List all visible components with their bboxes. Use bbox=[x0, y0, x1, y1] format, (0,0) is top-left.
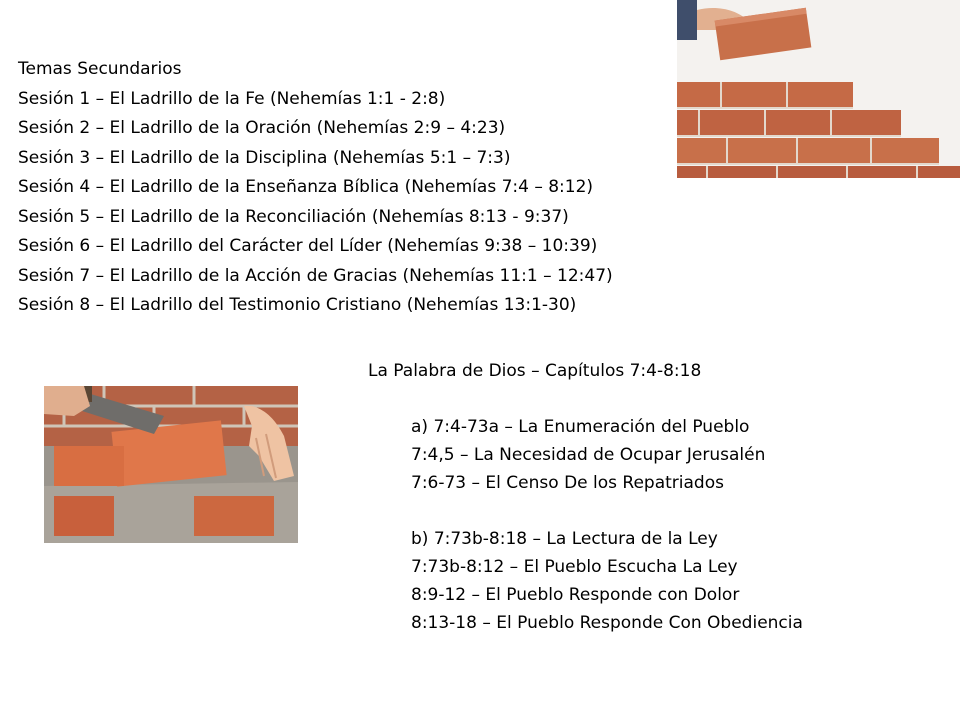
session-item: Sesión 6 – El Ladrillo del Carácter del Líder (Nehemías 9:38 – 10:39) bbox=[18, 236, 598, 256]
session-item: Sesión 2 – El Ladrillo de la Oración (Nehemías 2:9 – 4:23) bbox=[18, 118, 506, 138]
section-a-title: a) 7:4-73a – La Enumeración del Pueblo bbox=[411, 417, 750, 437]
section-a-item: 7:4,5 – La Necesidad de Ocupar Jerusalén bbox=[411, 445, 766, 465]
topics-heading: Temas Secundarios bbox=[18, 59, 182, 79]
section-b-item: 8:13-18 – El Pueblo Responde Con Obediencia bbox=[411, 613, 803, 633]
session-item: Sesión 4 – El Ladrillo de la Enseñanza Bíblica (Nehemías 7:4 – 8:12) bbox=[18, 177, 594, 197]
word-heading: La Palabra de Dios – Capítulos 7:4-8:18 bbox=[368, 361, 702, 381]
brick-stair-photo bbox=[677, 0, 960, 178]
bricklaying-image bbox=[44, 386, 298, 543]
section-a-item: 7:6-73 – El Censo De los Repatriados bbox=[411, 473, 724, 493]
secondary-topics bbox=[18, 55, 698, 321]
word-of-god-section bbox=[368, 357, 803, 637]
bricklaying-photo bbox=[44, 386, 298, 543]
session-item: Sesión 8 – El Ladrillo del Testimonio Cristiano (Nehemías 13:1-30) bbox=[18, 295, 577, 315]
section-b-item: 7:73b-8:12 – El Pueblo Escucha La Ley bbox=[411, 557, 738, 577]
session-item: Sesión 5 – El Ladrillo de la Reconciliación (Nehemías 8:13 - 9:37) bbox=[18, 206, 569, 227]
section-b-item: 8:9-12 – El Pueblo Responde con Dolor bbox=[411, 585, 740, 605]
section-b-title: b) 7:73b-8:18 – La Lectura de la Ley bbox=[411, 529, 718, 549]
session-item: Sesión 1 – El Ladrillo de la Fe (Nehemías 1:1 - 2:8) bbox=[18, 88, 446, 109]
session-item: Sesión 7 – El Ladrillo de la Acción de Gracias (Nehemías 11:1 – 12:47) bbox=[18, 265, 613, 286]
brick-stair-image bbox=[677, 0, 960, 178]
session-item: Sesión 3 – El Ladrillo de la Disciplina (Nehemías 5:1 – 7:3) bbox=[18, 147, 511, 168]
